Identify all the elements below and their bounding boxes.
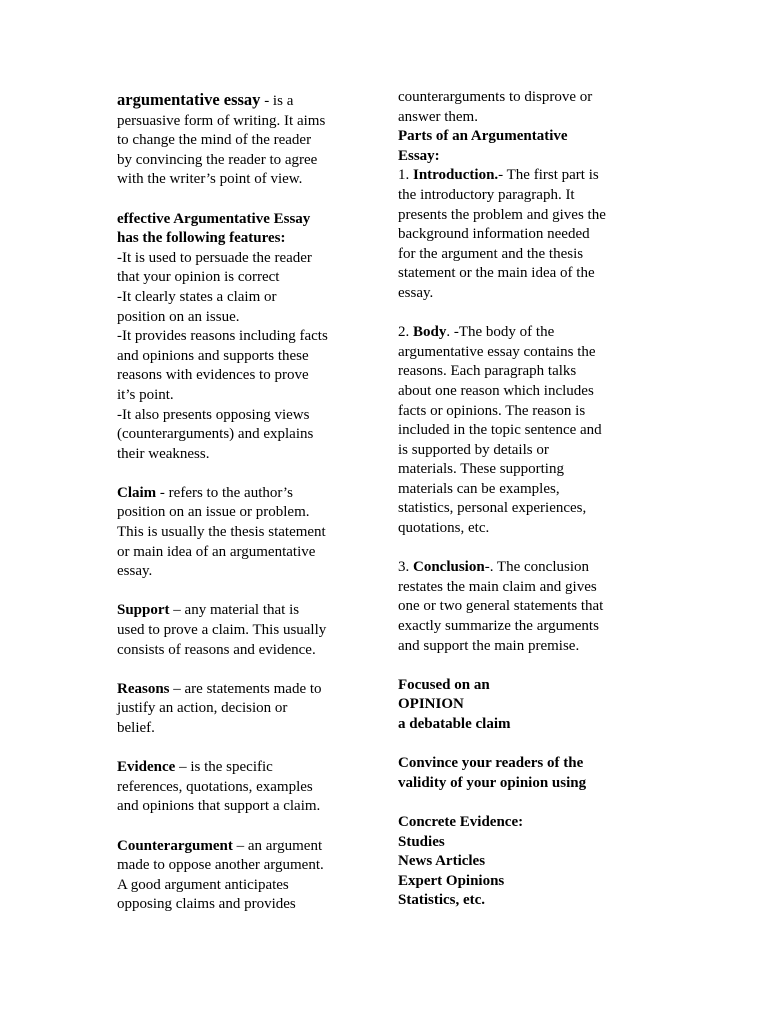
support-text: consists of reasons and evidence. [117,641,316,658]
body-term: Body [413,324,447,341]
convince-block [398,754,660,793]
parts-heading [398,127,660,166]
reasons-text: belief. [117,720,155,736]
claim-text: - refers to the author’s [156,484,293,501]
claim-term: Claim [117,484,157,501]
conclusion-text: exactly summarize the arguments [398,618,599,635]
reasons-text: justify an action, decision or [117,700,288,717]
counterargument-text: opposing claims and provides [117,896,296,913]
focused-block [398,676,660,735]
introduction-text: essay. [398,284,434,301]
body-text: quotations, etc. [398,520,490,537]
counterargument-term: Counterargument [117,837,233,854]
introduction-number: 1. [398,167,413,184]
concrete-evidence-item: Expert Opinions [398,872,505,889]
conclusion-text: and support the main premise. [398,637,580,654]
counterargument-text: made to oppose another argument. [117,857,324,874]
introduction-text: for the argument and the thesis [398,245,584,262]
focused-line: Focused on an [398,676,490,693]
counterargument-block [117,837,379,915]
definition-text: by convincing the reader to agree [117,151,318,168]
parts-heading-line: Parts of an Argumentative [398,128,568,145]
focused-line: a debatable claim [398,716,511,732]
definition-text: - is a [260,93,294,109]
claim-block [117,484,379,582]
feature-line: and opinions and supports these [117,347,309,364]
evidence-term: Evidence [117,759,176,776]
body-number: 2. [398,324,413,341]
continuation-text: answer them. [398,108,478,125]
body-text: materials. These supporting [398,461,564,478]
reasons-text: – are statements made to [169,680,322,697]
conclusion-text: -. The conclusion [484,559,589,576]
feature-line: it’s point. [117,386,174,403]
concrete-evidence-item: News Articles [398,853,486,870]
claim-text: or main idea of an argumentative [117,543,316,560]
introduction-text: background information needed [398,226,590,243]
support-text: – any material that is [169,602,300,619]
convince-line: Convince your readers of the [398,755,584,772]
parts-heading-line: Essay: [398,147,440,164]
definition-text: with the writer’s point of view. [117,171,303,188]
body-text: is supported by details or [398,441,549,458]
evidence-text: references, quotations, examples [117,778,313,795]
features-block [117,210,379,465]
body-text: facts or opinions. The reason is [398,402,586,419]
feature-line: (counterarguments) and explains [117,426,314,443]
convince-line: validity of your opinion using [398,774,587,791]
continuation-text: counterarguments to disprove or [398,89,593,105]
feature-line: that your opinion is correct [117,269,280,286]
introduction-block [398,166,660,303]
reasons-term: Reasons [117,680,170,697]
introduction-text: - The first part is [498,167,599,184]
claim-text: This is usually the thesis statement [117,524,326,541]
features-heading: has the following features: [117,230,286,247]
support-term: Support [117,602,170,619]
feature-line: reasons with evidences to prove [117,367,309,384]
concrete-evidence-item: Statistics, etc. [398,892,486,909]
feature-line: -It also presents opposing views [117,406,310,423]
introduction-text: presents the problem and gives the [398,206,606,223]
feature-line: position on an issue. [117,308,240,325]
conclusion-block [398,558,660,656]
conclusion-term: Conclusion [413,559,485,576]
conclusion-text: one or two general statements that [398,598,604,615]
claim-text: position on an issue or problem. [117,504,310,521]
evidence-text: and opinions that support a claim. [117,798,321,815]
definition-text: to change the mind of the reader [117,132,312,149]
evidence-block [117,758,379,817]
body-text: about one reason which includes [398,382,594,399]
body-block [398,323,660,539]
body-text: reasons. Each paragraph talks [398,363,577,380]
conclusion-text: restates the main claim and gives [398,578,597,595]
conclusion-number: 3. [398,559,413,576]
right-column [398,88,660,911]
evidence-text: – is the specific [175,759,273,776]
feature-line: -It clearly states a claim or [117,288,277,305]
reasons-block [117,680,379,739]
body-text: materials can be examples, [398,480,560,497]
body-text: . -The body of the [446,324,555,341]
left-column [117,90,379,915]
definition-text: persuasive form of writing. It aims [117,112,326,129]
body-text: statistics, personal experiences, [398,500,587,517]
concrete-evidence-block [398,813,660,911]
definition-block [117,90,379,190]
feature-line: -It is used to persuade the reader [117,249,312,266]
focused-line: OPINION [398,696,464,713]
claim-text: essay. [117,563,153,580]
support-block [117,601,379,660]
continuation-block [398,88,660,127]
introduction-text: statement or the main idea of the [398,265,595,282]
introduction-text: the introductory paragraph. It [398,186,575,203]
definition-term: argumentative essay [117,90,261,109]
body-text: argumentative essay contains the [398,343,596,360]
feature-line: -It provides reasons including facts [117,328,328,345]
introduction-term: Introduction. [413,167,499,184]
feature-line: their weakness. [117,445,210,462]
support-text: used to prove a claim. This usually [117,622,327,639]
features-heading: effective Argumentative Essay [117,210,311,227]
counterargument-text: A good argument anticipates [117,876,289,893]
body-text: included in the topic sentence and [398,422,602,439]
concrete-evidence-heading: Concrete Evidence: [398,813,524,830]
concrete-evidence-item: Studies [398,833,445,850]
counterargument-text: – an argument [232,837,323,854]
